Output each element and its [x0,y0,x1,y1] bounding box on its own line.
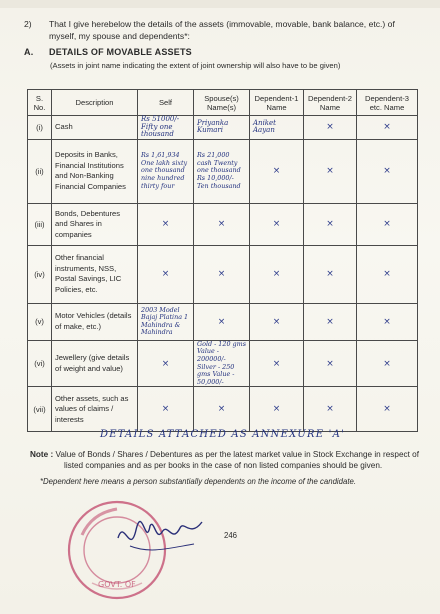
row-spouse-value [194,340,250,387]
table-row [28,303,418,340]
header-description: Description [52,90,138,116]
row-sno: (vii) [28,387,52,432]
handwritten-entry: Gold - 120 gms Value - 200000/- Silver - 250 gms Value - 50,000/- [197,339,246,386]
row-self-value: × [138,387,194,432]
row-dep2-value: × [304,387,357,432]
page-number: 246 [224,531,238,540]
row-self-value: × [138,245,194,303]
table-row [28,387,418,432]
row-description: Motor Vehicles (details of make, etc.) [52,303,138,340]
movable-assets-table [27,89,418,432]
row-dep2-value: × [304,340,357,387]
row-sno: (vi) [28,340,52,387]
seal-label: GOVT. OF [98,580,136,589]
row-description: Cash [52,116,138,140]
table-header-row [28,90,418,116]
header-dependent-2: Dependent-2 Name [304,90,357,116]
row-dep3-value: × [357,245,418,303]
row-dep3-value: × [357,303,418,340]
row-dep2-value: × [304,303,357,340]
valuation-note [30,449,425,471]
section-letter: A. [24,47,34,57]
dependent-definition-note: *Dependent here means a person substantially dependents on the income of the candidate. [40,477,356,486]
header-dependent-1: Dependent-1 Name [250,90,304,116]
row-dep2-value: × [304,203,357,245]
note-label: Note : [30,450,54,459]
table-row [28,139,418,203]
row-dep2-value: × [304,116,357,140]
handwritten-entry: Rs 1,61,934 One lakh sixty one thousand nine hundred thirty four [141,151,188,190]
row-description: Bonds, Debentures and Shares in companies [52,203,138,245]
row-dep1-value: × [250,203,304,245]
row-description: Other financial instruments, NSS, Postal Savings, LIC Policies, etc. [52,245,138,303]
annexure-handwritten-note: DETAILS ATTACHED AS ANNEXURE 'A' [100,429,345,440]
row-dep1-value [250,116,304,140]
handwritten-entry: Aniket Aayan [253,118,276,135]
row-dep3-value: × [357,203,418,245]
row-spouse-value: × [194,203,250,245]
row-dep2-value: × [304,245,357,303]
handwritten-entry: Rs 51000/- Fifty one thousand [141,115,180,139]
header-spouse: Spouse(s) Name(s) [194,90,250,116]
row-sno: (iv) [28,245,52,303]
row-dep1-value: × [250,245,304,303]
row-dep2-value: × [304,139,357,203]
table-row [28,340,418,387]
top-edge [0,0,440,8]
header-sno: S. No. [28,90,52,116]
table-row [28,203,418,245]
handwritten-entry: Priyanka Kumari [197,118,229,135]
handwritten-entry: 2003 Model Bajaj Platina 1 Mahindra & Mahindra [141,305,189,337]
row-dep1-value: × [250,340,304,387]
row-description: Jewellery (give details of weight and value) [52,340,138,387]
row-dep1-value: × [250,303,304,340]
note-text: Value of Bonds / Shares / Debentures as per the latest market value in Stock Exchange in respect of listed companies and as per books in the case of non listed companies should be given. [55,450,419,470]
row-self-value: × [138,203,194,245]
row-sno: (v) [28,303,52,340]
row-dep1-value: × [250,387,304,432]
row-spouse-value: × [194,245,250,303]
header-dependent-3: Dependent-3 etc. Name [357,90,418,116]
intro-text: That I give herebelow the details of the assets (immovable, movable, bank balance, etc.) of myself, my spouse and dependents*: [49,19,395,41]
row-self-value [138,139,194,203]
joint-assets-note: (Assets in joint name indicating the extent of joint ownership will also have to be given) [50,61,341,70]
row-spouse-value: × [194,387,250,432]
row-self-value: × [138,340,194,387]
intro-number: 2) [24,19,32,29]
row-dep1-value: × [250,139,304,203]
row-sno: (i) [28,116,52,140]
header-self: Self [138,90,194,116]
row-description: Other assets, such as values of claims / interests [52,387,138,432]
row-dep3-value: × [357,139,418,203]
row-description: Deposits in Banks, Financial Institutions and Non-Banking Financial Companies [52,139,138,203]
row-dep3-value: × [357,116,418,140]
handwritten-entry: Rs 21,000 cash Twenty one thousand Rs 10,000/- Ten thousand [197,151,241,190]
row-self-value [138,116,194,140]
row-dep3-value: × [357,340,418,387]
signature [110,508,210,563]
row-self-value [138,303,194,340]
section-title: DETAILS OF MOVABLE ASSETS [49,47,192,57]
row-spouse-value [194,139,250,203]
table-row [28,245,418,303]
row-sno: (ii) [28,139,52,203]
table-row [28,116,418,140]
row-dep3-value: × [357,387,418,432]
row-spouse-value [194,116,250,140]
row-sno: (iii) [28,203,52,245]
row-spouse-value: × [194,303,250,340]
